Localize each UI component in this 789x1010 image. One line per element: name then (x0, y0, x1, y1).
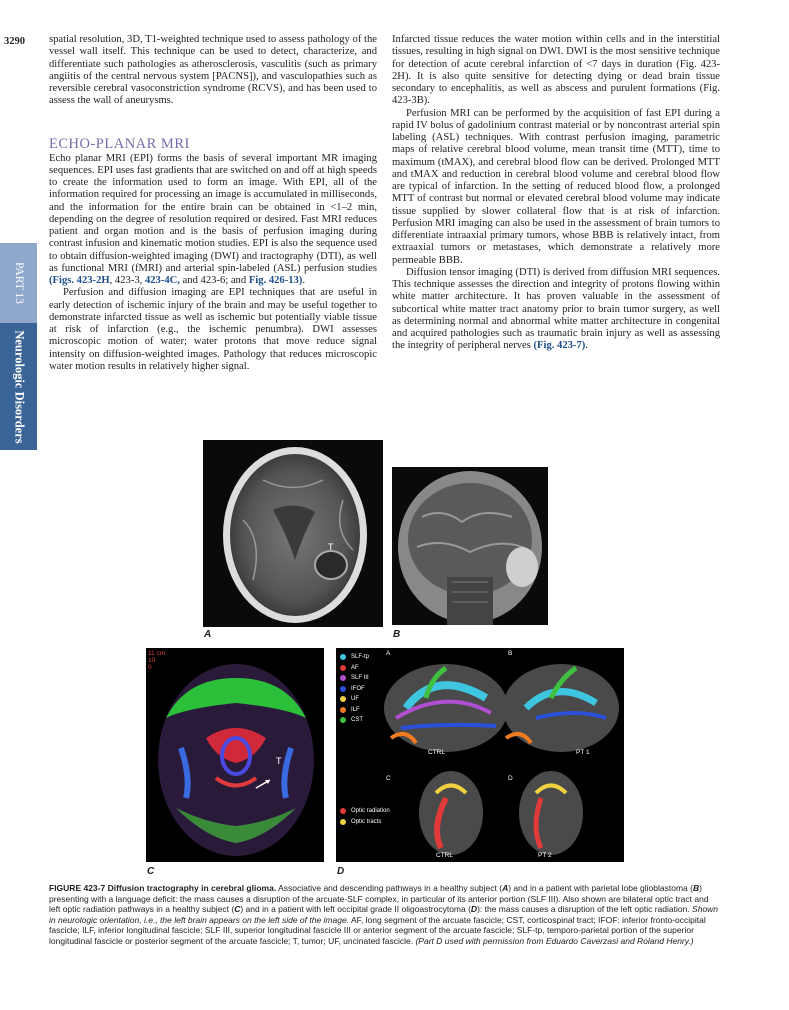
legend-swatch (340, 707, 346, 713)
legend-item (340, 663, 369, 674)
section-tab (0, 323, 37, 450)
legend-swatch (340, 717, 346, 723)
tumor-label: T (276, 756, 282, 766)
sub-label: B (508, 650, 513, 657)
part-label: PART 13 (12, 262, 25, 304)
paragraph (392, 267, 720, 353)
legend-item (340, 694, 369, 705)
caption-panel-ref: B (692, 883, 700, 893)
legend-swatch (340, 686, 346, 692)
paragraph-text: Echo planar MRI (EPI) forms the basis of several important MR imaging sequences. EPI uses fast gradients that are switched on and off at high speeds to create the information used to form an image. With EPI, all of the information required for processing an image is accumulated in milliseconds, and the information for the entire brain can be obtained in <1–2 min, depending on the degree of resolution required or desired. Fast MRI reduces patient and organ motion and is the basis of perfusion imaging during contrast infusion and kinematic motion studies. EPI is also the sequence used to obtain diffusion-weighted imaging (DWI) and tractography (DTI), as well as functional MRI (fMRI) and arterial spin-labeled (ASL) perfusion studies (49, 152, 377, 274)
panel-label-c: C (147, 866, 155, 877)
legend-item (340, 715, 369, 726)
caption-panel-ref: C (234, 904, 241, 915)
legend-swatch (340, 819, 346, 825)
tractography-panel-d (336, 648, 624, 862)
caption-text: AF, long segment of the arcuate fascicle; CST, corticospinal tract; IFOF: inferior fronto-occipital fascicle; ILF, inferior longitudinal fascicle; SLF III, superior longitudinal fascicle III or anterior segment of the arcuate fascicle; SLF-tp, temporo-parietal portion of the superior longitudinal fascicle or posterior segment of the arcuate fascicle; T, tumor; UF, uncinated fascicle. (49, 914, 706, 946)
mri-panel-a (203, 440, 383, 627)
figure-caption (49, 883, 720, 947)
dti-panel-c (146, 648, 324, 862)
paragraph-text: , 423-3, (109, 275, 145, 286)
section-heading: ECHO-PLANAR MRI (49, 135, 190, 152)
legend-label: CST (351, 717, 363, 724)
legend-swatch (340, 665, 346, 671)
section-label: Neurologic Disorders (12, 329, 26, 444)
panel-label-b: B (393, 629, 401, 640)
figure-reference-link[interactable]: (Fig. 423-7) (533, 340, 586, 352)
legend-swatch (340, 675, 346, 681)
legend-item (340, 705, 369, 716)
legend-item (340, 684, 369, 695)
legend-label: Optic radiation (351, 808, 390, 815)
ctrl-label: CTRL (436, 852, 453, 859)
legend-label: ILF (351, 706, 360, 713)
axial-mri-image (203, 440, 383, 627)
caption-text: ) presenting with a language deficit: the mass causes a disruption of the arcuate-SLF complex, in particular of its anterior portion (SLF III). Also shown are bilateral optic tract and left optic radiation pathways in a healthy subject ( (49, 883, 709, 915)
legend-item (340, 652, 369, 663)
side-tab (0, 243, 37, 450)
caption-panel-ref: D (470, 904, 478, 915)
panel-label-d: D (337, 866, 345, 877)
paragraph (49, 153, 377, 288)
patient-label: PT 1 (576, 749, 590, 756)
legend-swatch (340, 654, 346, 660)
legend-item (340, 673, 369, 684)
legend-item (340, 806, 390, 817)
caption-text: ) and in a patient with left occipital grade II oligoastrocytoma ( (240, 904, 471, 915)
scale-readout (148, 650, 165, 671)
part-tab (0, 243, 37, 323)
caption-italic-note: Shown in neurologic orientation, i.e., the left brain appears on the left side of the image. (49, 904, 719, 925)
left-column (49, 34, 377, 373)
scale-value: 10 (148, 657, 156, 664)
caption-text: ) and in a patient with parietal lobe glioblastoma ( (508, 883, 693, 893)
sub-label: D (508, 775, 513, 782)
panel-label-a: A (204, 629, 212, 640)
scale-value: 0 (148, 664, 152, 671)
legend-swatch (340, 696, 346, 702)
figure-reference-link[interactable]: Fig. 426-13) (248, 275, 303, 286)
scale-value: 11 cm (148, 650, 166, 657)
paragraph-text: . (302, 275, 306, 286)
legend-swatch (340, 808, 346, 814)
caption-panel-ref: A (502, 883, 509, 893)
caption-text: ): the mass causes a disruption of the left optic radiation. (477, 904, 693, 915)
legend-label: Optic tracts (351, 818, 382, 825)
patient-label: PT 2 (538, 852, 552, 859)
legend-label: SLF-tp (351, 654, 370, 661)
coronal-mri-image (392, 467, 548, 625)
mri-panel-b (392, 467, 548, 625)
caption-title: FIGURE 423-7 Diffusion tractography in cerebral glioma. (49, 883, 277, 893)
legend-label: AF (351, 664, 359, 671)
caption-credit: (Part D used with permission from Eduardo Caverzasi and Roland Henry.) (415, 935, 694, 946)
tumor-label: T (328, 542, 334, 552)
legend-label: UF (351, 696, 359, 703)
legend-label: SLF III (351, 675, 369, 682)
right-column (392, 34, 720, 353)
paragraph-text: and 423-6; and (179, 275, 249, 286)
legend-item (340, 817, 390, 828)
figure-reference-link[interactable]: (Figs. 423-2H (49, 275, 110, 286)
ctrl-label: CTRL (428, 749, 445, 756)
page-number: 3290 (4, 36, 25, 47)
paragraph: Perfusion and diffusion imaging are EPI techniques that are useful in early detection of ischemic injury of the brain and may be useful together to demonstrate infarcted tissue as well as ischemic but potentially viable tissue at risk of infarction (e.g., the ischemic penumbra). DWI assesses microscopic motion of water; water protons that move reduce signal intensity on diffusion-weighted images. Pathology that reduces microscopic water motion results in relatively higher signal. (49, 287, 377, 372)
legend-label: IFOF (351, 685, 365, 692)
sub-label: A (386, 650, 391, 657)
paragraph: Infarcted tissue reduces the water motion within cells and in the interstitial tissues, resulting in high signal on DWI. DWI is the most sensitive technique for detection of acute cerebral infarction of <7 days in duration (Fig. 423-2H). It is also quite sensitive for detecting dying or dead brain tissue secondary to encephalitis, as well as abscess and purulent formations (Fig. 423-3B). (392, 34, 720, 107)
paragraph-text: Diffusion tensor imaging (DTI) is derived from diffusion MRI sequences. This technique assesses the direction and integrity of protons flowing within white matter architecture. It has proven valuable in the assessment of subcortical white matter tract anatomy prior to brain tumor surgery, as well as determining normal and abnormal white matter architecture in congenital and acquired pathologies such as traumatic brain injury as well as assessing the integrity of peripheral nerves (392, 266, 720, 352)
paragraph: Perfusion MRI can be performed by the acquisition of fast EPI during a rapid IV bolus of gadolinium contrast material or by noncontrast arterial spin labeling (ASL) techniques. With contrast perfusion imaging, parametric maps of relative cerebral blood volume, mean transit time (MTT), time to maximum (tMAX), and cerebral blood flow can be derived. Prolonged MTT and tMAX and reduction in cerebral blood volume and cerebral blood flow are typical of infarction. In the setting of reduced blood flow, a prolonged MTT of contrast but normal or elevated cerebral blood volume may indicate tissue supplied by slower collateral flow that is at risk of infarction. Perfusion MRI imaging can also be used in the assessment of brain tumors to differentiate intraaxial primary tumors, whose BBB is relatively intact, from extraaxial tumors or metastases, which demonstrate a relatively more permeable BBB. (392, 107, 720, 266)
sub-label: C (386, 775, 391, 782)
color-fa-map-image (146, 648, 324, 862)
figure-reference-link[interactable]: 423-4C, (144, 275, 180, 286)
tract-legend (340, 652, 369, 726)
paragraph: spatial resolution, 3D, T1-weighted technique used to assess pathology of the vessel wall itself. This technique can be used to detect, characterize, and differentiate such pathologies as atherosclerosis, vasculitis (such as primary angiitis of the central nervous system [PACNS]), and vasculopathies such as reversible cerebral vasoconstriction syndrome (RCVS), and has been used to assess the wall of aneurysms. (49, 34, 377, 107)
optic-legend (340, 806, 390, 827)
paragraph-text: . (585, 340, 588, 352)
caption-text: Associative and descending pathways in a healthy subject ( (276, 883, 503, 893)
